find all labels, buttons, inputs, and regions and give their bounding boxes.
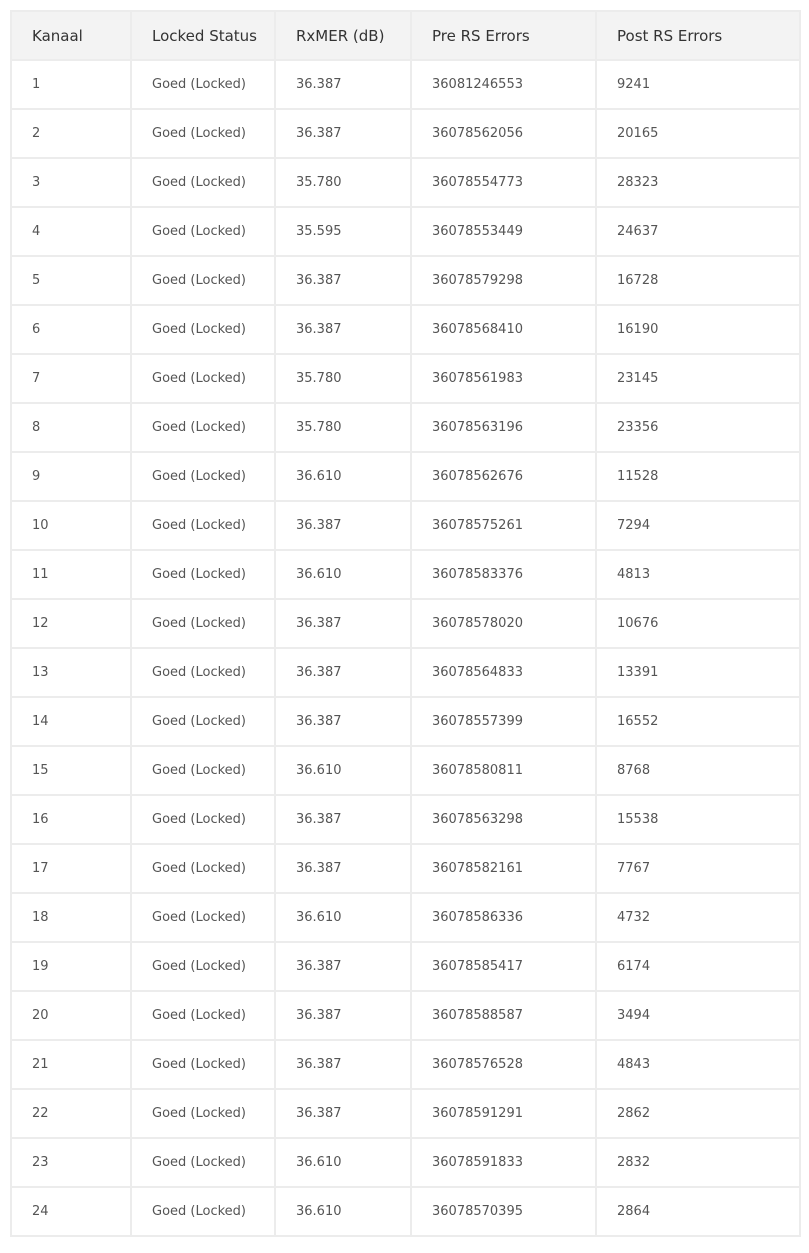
cell-locked-status: Goed (Locked) [131, 599, 275, 648]
cell-kanaal: 1 [11, 60, 131, 109]
table-row [11, 648, 800, 697]
cell-rxmer: 36.387 [275, 60, 411, 109]
table-row [11, 60, 800, 109]
cell-rxmer: 35.780 [275, 354, 411, 403]
cell-rxmer: 36.387 [275, 1089, 411, 1138]
table-row [11, 207, 800, 256]
cell-locked-status: Goed (Locked) [131, 501, 275, 550]
cell-locked-status: Goed (Locked) [131, 746, 275, 795]
table-row [11, 1138, 800, 1187]
cell-pre-rs-errors: 36078591291 [411, 1089, 596, 1138]
table-row [11, 550, 800, 599]
cell-rxmer: 36.387 [275, 844, 411, 893]
cell-kanaal: 24 [11, 1187, 131, 1236]
table-row [11, 1089, 800, 1138]
table-row [11, 942, 800, 991]
cell-pre-rs-errors: 36078563298 [411, 795, 596, 844]
cell-kanaal: 15 [11, 746, 131, 795]
cell-rxmer: 36.610 [275, 746, 411, 795]
cell-locked-status: Goed (Locked) [131, 942, 275, 991]
cell-post-rs-errors: 3494 [596, 991, 800, 1040]
cell-locked-status: Goed (Locked) [131, 1138, 275, 1187]
cell-kanaal: 23 [11, 1138, 131, 1187]
cell-rxmer: 36.387 [275, 648, 411, 697]
cell-locked-status: Goed (Locked) [131, 697, 275, 746]
cell-kanaal: 8 [11, 403, 131, 452]
cell-locked-status: Goed (Locked) [131, 1187, 275, 1236]
cell-locked-status: Goed (Locked) [131, 844, 275, 893]
cell-kanaal: 3 [11, 158, 131, 207]
cell-kanaal: 18 [11, 893, 131, 942]
cell-locked-status: Goed (Locked) [131, 991, 275, 1040]
column-header-kanaal: Kanaal [11, 11, 131, 60]
cell-pre-rs-errors: 36078553449 [411, 207, 596, 256]
cell-pre-rs-errors: 36078570395 [411, 1187, 596, 1236]
cell-rxmer: 36.387 [275, 795, 411, 844]
table-row [11, 158, 800, 207]
cell-pre-rs-errors: 36078561983 [411, 354, 596, 403]
cell-kanaal: 12 [11, 599, 131, 648]
cell-post-rs-errors: 2862 [596, 1089, 800, 1138]
cell-post-rs-errors: 28323 [596, 158, 800, 207]
cell-kanaal: 22 [11, 1089, 131, 1138]
cell-kanaal: 16 [11, 795, 131, 844]
cell-kanaal: 9 [11, 452, 131, 501]
cell-locked-status: Goed (Locked) [131, 109, 275, 158]
cell-rxmer: 36.387 [275, 109, 411, 158]
cell-rxmer: 36.387 [275, 599, 411, 648]
cell-kanaal: 10 [11, 501, 131, 550]
cell-post-rs-errors: 16190 [596, 305, 800, 354]
cell-locked-status: Goed (Locked) [131, 1089, 275, 1138]
cell-locked-status: Goed (Locked) [131, 403, 275, 452]
cell-locked-status: Goed (Locked) [131, 256, 275, 305]
cell-locked-status: Goed (Locked) [131, 452, 275, 501]
column-header-post-rs-errors: Post RS Errors [596, 11, 800, 60]
cell-pre-rs-errors: 36078557399 [411, 697, 596, 746]
cell-pre-rs-errors: 36078562676 [411, 452, 596, 501]
table-row [11, 1040, 800, 1089]
cell-pre-rs-errors: 36078564833 [411, 648, 596, 697]
cell-pre-rs-errors: 36078591833 [411, 1138, 596, 1187]
table-header-row [11, 11, 800, 60]
cell-pre-rs-errors: 36078586336 [411, 893, 596, 942]
cell-rxmer: 36.610 [275, 893, 411, 942]
cell-post-rs-errors: 15538 [596, 795, 800, 844]
cell-post-rs-errors: 7294 [596, 501, 800, 550]
cell-rxmer: 35.595 [275, 207, 411, 256]
table-row [11, 844, 800, 893]
column-header-rxmer: RxMER (dB) [275, 11, 411, 60]
cell-kanaal: 6 [11, 305, 131, 354]
cell-locked-status: Goed (Locked) [131, 648, 275, 697]
cell-pre-rs-errors: 36078585417 [411, 942, 596, 991]
cell-locked-status: Goed (Locked) [131, 158, 275, 207]
table-row [11, 354, 800, 403]
cell-pre-rs-errors: 36078583376 [411, 550, 596, 599]
table-row [11, 403, 800, 452]
cell-post-rs-errors: 23356 [596, 403, 800, 452]
cell-kanaal: 21 [11, 1040, 131, 1089]
cell-pre-rs-errors: 36078582161 [411, 844, 596, 893]
table-row [11, 501, 800, 550]
cell-locked-status: Goed (Locked) [131, 1040, 275, 1089]
cell-post-rs-errors: 13391 [596, 648, 800, 697]
cell-post-rs-errors: 11528 [596, 452, 800, 501]
cell-pre-rs-errors: 36078580811 [411, 746, 596, 795]
cell-post-rs-errors: 16728 [596, 256, 800, 305]
table-row [11, 991, 800, 1040]
cell-pre-rs-errors: 36078579298 [411, 256, 596, 305]
cell-rxmer: 36.387 [275, 991, 411, 1040]
cell-post-rs-errors: 8768 [596, 746, 800, 795]
cell-kanaal: 5 [11, 256, 131, 305]
cell-kanaal: 20 [11, 991, 131, 1040]
cell-kanaal: 14 [11, 697, 131, 746]
cell-post-rs-errors: 4813 [596, 550, 800, 599]
table-row [11, 697, 800, 746]
table-row [11, 109, 800, 158]
cell-locked-status: Goed (Locked) [131, 60, 275, 109]
cell-post-rs-errors: 16552 [596, 697, 800, 746]
table-row [11, 893, 800, 942]
cell-pre-rs-errors: 36078576528 [411, 1040, 596, 1089]
table-row [11, 599, 800, 648]
cell-rxmer: 36.387 [275, 697, 411, 746]
cell-kanaal: 11 [11, 550, 131, 599]
table-row [11, 746, 800, 795]
cell-rxmer: 36.387 [275, 942, 411, 991]
cell-rxmer: 36.610 [275, 550, 411, 599]
cell-pre-rs-errors: 36078588587 [411, 991, 596, 1040]
cell-post-rs-errors: 23145 [596, 354, 800, 403]
cell-rxmer: 36.387 [275, 1040, 411, 1089]
table-row [11, 256, 800, 305]
table-body [11, 60, 800, 1236]
cell-rxmer: 36.387 [275, 501, 411, 550]
cell-rxmer: 36.610 [275, 1138, 411, 1187]
table-row [11, 452, 800, 501]
cell-pre-rs-errors: 36078562056 [411, 109, 596, 158]
cell-post-rs-errors: 10676 [596, 599, 800, 648]
column-header-pre-rs-errors: Pre RS Errors [411, 11, 596, 60]
cell-post-rs-errors: 4732 [596, 893, 800, 942]
cell-post-rs-errors: 20165 [596, 109, 800, 158]
cell-post-rs-errors: 24637 [596, 207, 800, 256]
table-row [11, 305, 800, 354]
cell-rxmer: 35.780 [275, 403, 411, 452]
cell-post-rs-errors: 9241 [596, 60, 800, 109]
cell-rxmer: 36.610 [275, 1187, 411, 1236]
cell-locked-status: Goed (Locked) [131, 305, 275, 354]
cell-pre-rs-errors: 36078578020 [411, 599, 596, 648]
cell-locked-status: Goed (Locked) [131, 354, 275, 403]
table-row [11, 1187, 800, 1236]
cell-rxmer: 36.387 [275, 256, 411, 305]
column-header-locked-status: Locked Status [131, 11, 275, 60]
channel-table-container [10, 10, 799, 1237]
cell-pre-rs-errors: 36081246553 [411, 60, 596, 109]
cell-kanaal: 2 [11, 109, 131, 158]
cell-kanaal: 4 [11, 207, 131, 256]
cell-post-rs-errors: 2864 [596, 1187, 800, 1236]
table-row [11, 795, 800, 844]
cell-locked-status: Goed (Locked) [131, 893, 275, 942]
cell-pre-rs-errors: 36078575261 [411, 501, 596, 550]
cell-pre-rs-errors: 36078563196 [411, 403, 596, 452]
cell-kanaal: 19 [11, 942, 131, 991]
cell-post-rs-errors: 2832 [596, 1138, 800, 1187]
cell-post-rs-errors: 7767 [596, 844, 800, 893]
downstream-channel-table [10, 10, 801, 1237]
cell-rxmer: 36.387 [275, 305, 411, 354]
cell-kanaal: 13 [11, 648, 131, 697]
cell-locked-status: Goed (Locked) [131, 550, 275, 599]
cell-rxmer: 35.780 [275, 158, 411, 207]
cell-post-rs-errors: 4843 [596, 1040, 800, 1089]
table-header [11, 11, 800, 60]
cell-post-rs-errors: 6174 [596, 942, 800, 991]
cell-pre-rs-errors: 36078554773 [411, 158, 596, 207]
cell-locked-status: Goed (Locked) [131, 795, 275, 844]
cell-locked-status: Goed (Locked) [131, 207, 275, 256]
cell-kanaal: 17 [11, 844, 131, 893]
cell-rxmer: 36.610 [275, 452, 411, 501]
cell-pre-rs-errors: 36078568410 [411, 305, 596, 354]
cell-kanaal: 7 [11, 354, 131, 403]
